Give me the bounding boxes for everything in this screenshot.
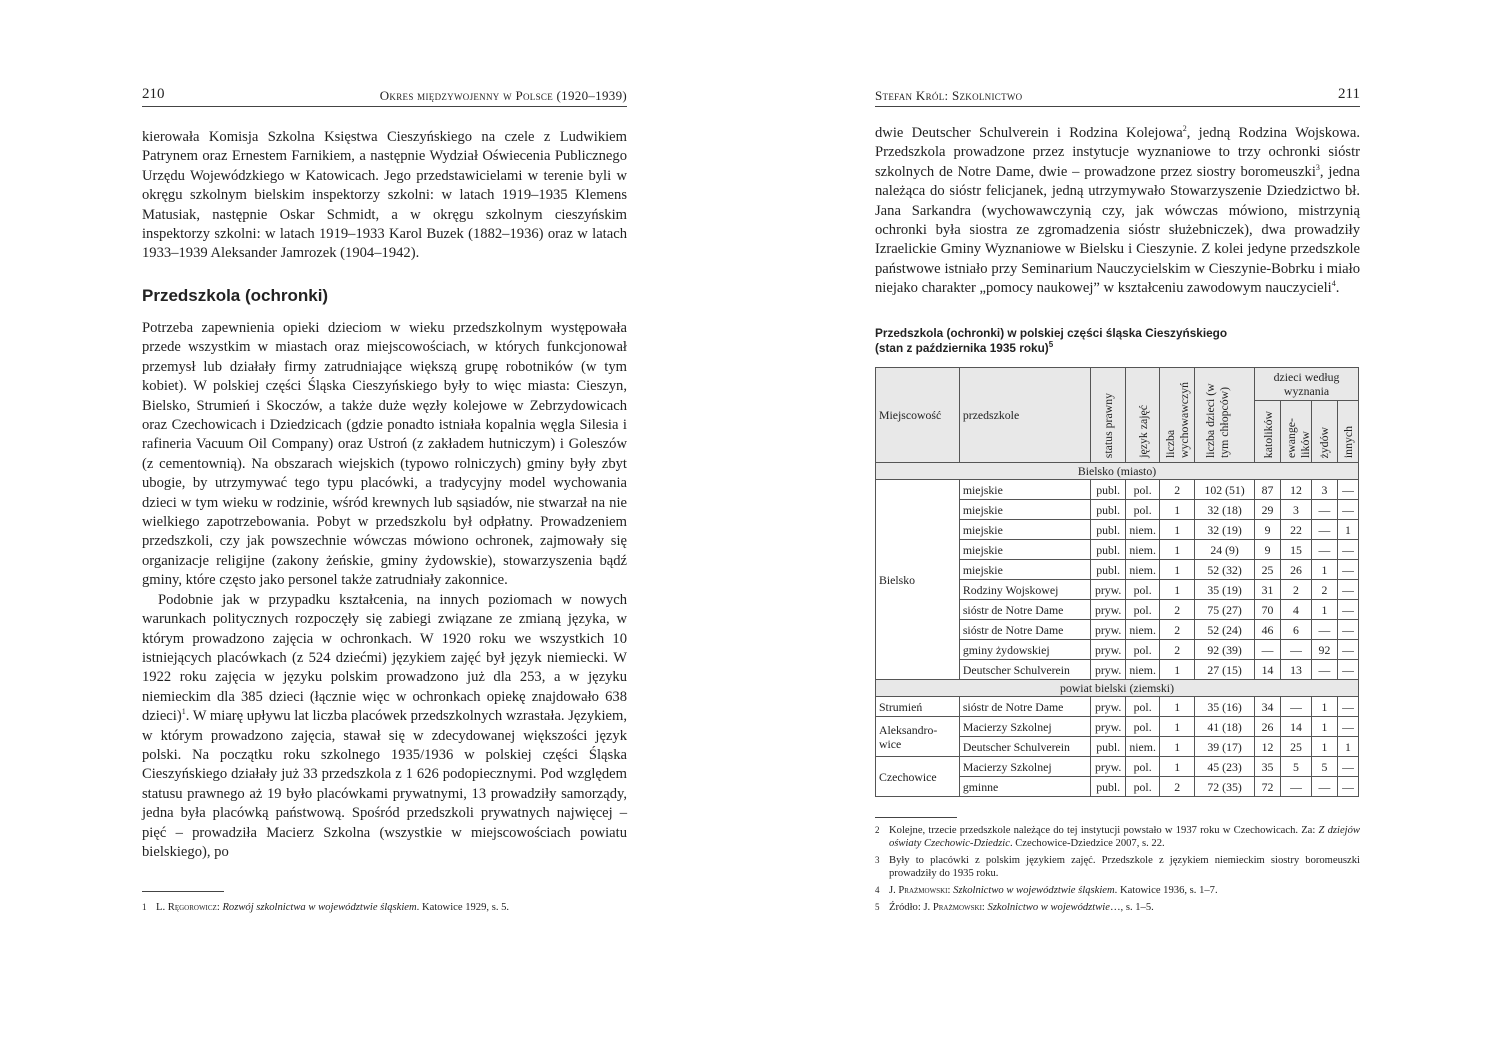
footnote-2-number: 2 [875, 825, 880, 835]
cell-zyd: — [1311, 520, 1337, 540]
cell-dzieci: 52 (24) [1195, 620, 1255, 640]
header-wychowawczyn [1160, 368, 1195, 463]
header-zydow [1311, 401, 1337, 463]
right-running-title: Stefan Król: Szkolnictwo [875, 88, 1023, 103]
footnote-4-title: Szkolnictwo w województwie śląskiem [953, 885, 1115, 896]
footnote-ref-4: 4 [1331, 279, 1336, 289]
table-row [876, 717, 1359, 737]
cell-ewa: 25 [1280, 737, 1311, 757]
cell-inn: — [1337, 600, 1358, 620]
header-katolikow-text: katolików [1260, 410, 1275, 458]
cell-ewa: 6 [1280, 620, 1311, 640]
cell-status: pryw. [1091, 697, 1126, 717]
cell-inn: — [1337, 777, 1358, 797]
cell-jezyk: niem. [1126, 520, 1160, 540]
footnote-2-title: Z dziejów oświaty Czechowic-Dziedzic [889, 825, 1360, 849]
cell-status: publ. [1091, 540, 1126, 560]
cell-wych: 2 [1160, 600, 1195, 620]
cell-przedszkole: miejskie [959, 480, 1090, 500]
table-caption-line-2-text: (stan z października 1935 roku) [875, 341, 1049, 355]
cell-inn: — [1337, 500, 1358, 520]
cell-przedszkole: miejskie [959, 540, 1090, 560]
footnote-5-number: 5 [875, 902, 880, 912]
footnote-1-author: L. Ręgorowicz: [156, 902, 220, 913]
footnote-5-title: Szkolnictwo w województwie [987, 902, 1110, 913]
footnote-4-number: 4 [875, 885, 880, 895]
cell-inn: — [1337, 540, 1358, 560]
left-page-number: 210 [142, 86, 165, 102]
header-status [1091, 368, 1126, 463]
left-footnotes [142, 901, 627, 918]
header-ewangelikow [1280, 401, 1311, 463]
left-page [142, 0, 627, 1039]
cell-status: pryw. [1091, 717, 1126, 737]
cell-jezyk: pol. [1126, 580, 1160, 600]
cell-zyd: — [1311, 500, 1337, 520]
cell-ewa: 3 [1280, 500, 1311, 520]
cell-zyd: — [1311, 540, 1337, 560]
paragraph-1: Potrzeba zapewnienia opieki dzieciom w wieku przedszkolnym występowała przede wszystkim w miastach oraz miejscowościach, w których funkcjonował przemysł lub działały firmy zatrudniające większą grupę robotników (w tym kobiet). W polskiej części Śląska Cieszyńskiego były to więc miasta: Cieszyn, Bielsko, Strumień i Skoczów, a także duże węzły kolejowe w Zebrzydowicach oraz Czechowicach i Dziedzicach (gdzie ponadto istniała kopalnia węgla Silesia i rafineria Vacuum Oil Company) oraz Ustroń (z zakładem hutniczym) i Goleszów (z cementownią). Na obszarach wiejskich (typowo rolniczych) gminy były zbyt ubogie, by utrzymywać tego typu placówki, a tradycyjny model wychowania dzieci w tym wieku w rodzinie, wśród krewnych lub sąsiadów, nie stwarzał na nie wielkiego zapotrzebowania. Pobyt w przedszkolu był odpłatny. Prowadzeniem przedszkoli, czy jak powszechnie wówczas mówiono ochronek, zajmowały się organizacje religijne (zakony żeńskie, gminy żydowskie), stowarzyszenia bądź gminy, które często jako personel także zatrudniały zakonnice. [142, 320, 627, 589]
cell-inn: — [1337, 660, 1358, 680]
cell-kat: 46 [1255, 620, 1281, 640]
table-caption-line-1: Przedszkola (ochronki) w polskiej części śląska Cieszyńskiego [875, 326, 1228, 340]
footnote-1-title: Rozwój szkolnictwa w województwie śląskiem [222, 902, 417, 913]
cell-dzieci: 32 (18) [1195, 500, 1255, 520]
cell-inn: — [1337, 620, 1358, 640]
place-cell: Strumień [876, 697, 960, 717]
cell-dzieci: 92 (39) [1195, 640, 1255, 660]
header-miejscowosc: Miejscowość [876, 368, 960, 463]
cell-wych: 2 [1160, 640, 1195, 660]
footnote-4-rest: . Katowice 1936, s. 1–7. [1114, 885, 1218, 896]
cell-inn: — [1337, 697, 1358, 717]
footnote-ref-5: 5 [1048, 340, 1054, 350]
group-1-body [876, 480, 1359, 680]
cell-przedszkole: Macierzy Szkolnej [959, 757, 1090, 777]
cell-wych: 1 [1160, 520, 1195, 540]
footnote-4 [875, 884, 1360, 897]
cell-wych: 1 [1160, 540, 1195, 560]
cell-kat: 25 [1255, 560, 1281, 580]
cell-jezyk: niem. [1126, 560, 1160, 580]
cell-przedszkole: Rodziny Wojskowej [959, 580, 1090, 600]
cell-jezyk: pol. [1126, 697, 1160, 717]
cell-status: pryw. [1091, 660, 1126, 680]
cell-inn: — [1337, 757, 1358, 777]
cell-ewa: 15 [1280, 540, 1311, 560]
cell-wych: 2 [1160, 777, 1195, 797]
cell-status: publ. [1091, 777, 1126, 797]
table-row [876, 697, 1359, 717]
cell-ewa: 26 [1280, 560, 1311, 580]
cell-zyd: 1 [1311, 560, 1337, 580]
cell-przedszkole: gminy żydowskiej [959, 640, 1090, 660]
cell-wych: 1 [1160, 580, 1195, 600]
cell-jezyk: pol. [1126, 500, 1160, 520]
cell-przedszkole: gminne [959, 777, 1090, 797]
cell-kat: 9 [1255, 540, 1281, 560]
header-ewangelikow-text: ewange-lików [1283, 418, 1312, 458]
cell-status: publ. [1091, 560, 1126, 580]
cell-zyd: 92 [1311, 640, 1337, 660]
cell-jezyk: niem. [1126, 620, 1160, 640]
cell-przedszkole: Macierzy Szkolnej [959, 717, 1090, 737]
place-cell: Czechowice [876, 757, 960, 797]
cell-status: pryw. [1091, 620, 1126, 640]
cell-zyd: 1 [1311, 717, 1337, 737]
place-cell: Bielsko [876, 480, 960, 680]
right-paragraph-1-b: , jedną Rodzina Wojskowa. Przedszkola prowadzone przez instytucje wyznaniowe to trzy ochronki sióstr szkolnych de Notre Dame, dwie – prowadzone przez siostry boromeuszki [875, 125, 1360, 180]
cell-kat: 12 [1255, 737, 1281, 757]
right-paragraph-1 [875, 124, 1360, 299]
cell-przedszkole: miejskie [959, 520, 1090, 540]
cell-przedszkole: miejskie [959, 500, 1090, 520]
cell-status: pryw. [1091, 757, 1126, 777]
main-text [142, 319, 627, 862]
footnote-ref-3: 3 [1315, 162, 1320, 172]
footnote-ref-2: 2 [1182, 124, 1187, 134]
kindergarten-table [875, 367, 1359, 797]
footnote-5-lead: Źródło: [889, 902, 924, 913]
table-caption-line-2 [875, 341, 1360, 356]
footnote-5-rest: …, s. 1–5. [1109, 902, 1154, 913]
right-footnote-rule [875, 817, 957, 818]
header-jezyk-text: język zajęć [1135, 405, 1150, 458]
cell-jezyk: niem. [1126, 660, 1160, 680]
cell-zyd: 1 [1311, 737, 1337, 757]
table-row [876, 480, 1359, 500]
header-innych-text: innych [1340, 425, 1355, 458]
header-status-text: status prawny [1101, 392, 1116, 458]
cell-jezyk: pol. [1126, 777, 1160, 797]
cell-kat: — [1255, 640, 1281, 660]
cell-jezyk: pol. [1126, 717, 1160, 737]
cell-dzieci: 27 (15) [1195, 660, 1255, 680]
group-row-bielsko-miasto [876, 463, 1359, 480]
cell-wych: 1 [1160, 717, 1195, 737]
header-wychowawczyn-text: liczba wychowawczyń [1163, 382, 1192, 458]
intro-paragraph: kierowała Komisja Szkolna Księstwa Cieszyńskiego na czele z Ludwikiem Patrynem oraz Ernestem Farnikiem, a następnie Wydział Oświecenia Publicznego Urzędu Wojewódzkiego w Katowicach. Jego przedstawicielami w terenie byli w okręgu szkolnym bielskim inspektorzy szkolni: w latach 1919–1935 Klemens Matusiak, następnie Oskar Schmidt, a w okręgu szkolnym cieszyńskim inspektorzy szkolni: w latach 1919–1933 Karol Buzek (1882–1936) oraz w latach 1933–1939 Aleksander Jamrozek (1904–1942). [142, 129, 627, 262]
cell-przedszkole: sióstr de Notre Dame [959, 620, 1090, 640]
cell-wych: 1 [1160, 737, 1195, 757]
cell-ewa: 4 [1280, 600, 1311, 620]
section-heading: Przedszkola (ochronki) [142, 286, 329, 305]
footnote-3-number: 3 [875, 855, 880, 865]
cell-inn: — [1337, 717, 1358, 737]
cell-zyd: 1 [1311, 697, 1337, 717]
table-row [876, 757, 1359, 777]
cell-wych: 1 [1160, 560, 1195, 580]
header-innych [1337, 401, 1358, 463]
cell-kat: 87 [1255, 480, 1281, 500]
cell-ewa: 12 [1280, 480, 1311, 500]
cell-dzieci: 35 (19) [1195, 580, 1255, 600]
cell-dzieci: 41 (18) [1195, 717, 1255, 737]
cell-przedszkole: Deutscher Schulverein [959, 660, 1090, 680]
table-header-row-1 [876, 368, 1359, 401]
cell-dzieci: 32 (19) [1195, 520, 1255, 540]
right-main-text [875, 124, 1360, 299]
footnote-1-number: 1 [142, 902, 147, 912]
cell-dzieci: 75 (27) [1195, 600, 1255, 620]
cell-zyd: 3 [1311, 480, 1337, 500]
cell-status: publ. [1091, 520, 1126, 540]
left-footnote-rule [142, 891, 224, 892]
cell-ewa: — [1280, 697, 1311, 717]
cell-status: pryw. [1091, 600, 1126, 620]
cell-dzieci: 24 (9) [1195, 540, 1255, 560]
cell-dzieci: 72 (35) [1195, 777, 1255, 797]
left-running-head [142, 86, 627, 107]
right-page-number: 211 [1338, 86, 1360, 102]
cell-kat: 31 [1255, 580, 1281, 600]
footnote-3 [875, 854, 1360, 880]
cell-wych: 2 [1160, 480, 1195, 500]
cell-kat: 14 [1255, 660, 1281, 680]
paragraph-2 [142, 591, 627, 863]
group-label-powiat-bielski: powiat bielski (ziemski) [876, 680, 1359, 697]
cell-jezyk: pol. [1126, 640, 1160, 660]
cell-inn: — [1337, 580, 1358, 600]
cell-wych: 1 [1160, 757, 1195, 777]
cell-status: publ. [1091, 480, 1126, 500]
cell-przedszkole: miejskie [959, 560, 1090, 580]
paragraph-2-text-b: . W miarę upływu lat liczba placówek przedszkolnych wzrastała. Językiem, w którym prowadzono zajęcia, stawał się w zdecydowanej większości język polski. Na początku roku szkolnego 1935/1936 w polskiej części Śląska Cieszyńskiego działały już 33 przedszkola z 1 626 podopiecznymi. Pod względem statusu prawnego aż 19 było placówkami prywatnymi, 13 prowadziły samorządy, jedna była placówką państwową. Spośród przedszkoli prywatnych najwięcej – pięć – prowadziła Macierz Szkolna (wszystkie w miejscowościach powiatu bielskiego), po [142, 708, 627, 860]
header-przedszkole: przedszkole [959, 368, 1090, 463]
footnote-4-author: J. Prażmowski: [889, 885, 951, 896]
right-paragraph-1-d: . [1335, 280, 1340, 297]
cell-ewa: 22 [1280, 520, 1311, 540]
cell-zyd: 5 [1311, 757, 1337, 777]
cell-dzieci: 102 (51) [1195, 480, 1255, 500]
cell-kat: 26 [1255, 717, 1281, 737]
footnote-5 [875, 901, 1360, 914]
cell-zyd: — [1311, 777, 1337, 797]
footnote-1-rest: . Katowice 1929, s. 5. [416, 902, 510, 913]
cell-kat: 70 [1255, 600, 1281, 620]
intro-text [142, 128, 627, 264]
footnote-2-rest: . Czechowice-Dziedzice 2007, s. 22. [1009, 838, 1165, 849]
cell-inn: — [1337, 560, 1358, 580]
table-caption [875, 326, 1360, 356]
right-running-head [875, 86, 1360, 107]
cell-kat: 29 [1255, 500, 1281, 520]
cell-zyd: 1 [1311, 600, 1337, 620]
cell-inn: — [1337, 480, 1358, 500]
cell-status: pryw. [1091, 640, 1126, 660]
cell-jezyk: pol. [1126, 480, 1160, 500]
cell-ewa: 13 [1280, 660, 1311, 680]
cell-ewa: — [1280, 640, 1311, 660]
right-paragraph-1-a: dwie Deutscher Schulverein i Rodzina Kolejowa [875, 125, 1183, 141]
cell-jezyk: niem. [1126, 737, 1160, 757]
header-dzieci-text: liczba dzieci (w tym chłopców) [1202, 383, 1231, 458]
cell-inn: — [1337, 640, 1358, 660]
header-zydow-text: żydów [1317, 426, 1332, 458]
cell-kat: 35 [1255, 757, 1281, 777]
left-running-title: Okres międzywojenny w Polsce (1920–1939) [379, 88, 627, 103]
cell-kat: 72 [1255, 777, 1281, 797]
cell-status: publ. [1091, 737, 1126, 757]
right-page [875, 0, 1360, 1039]
cell-inn: 1 [1337, 737, 1358, 757]
cell-wych: 1 [1160, 697, 1195, 717]
cell-ewa: 5 [1280, 757, 1311, 777]
cell-przedszkole: sióstr de Notre Dame [959, 697, 1090, 717]
cell-jezyk: pol. [1126, 757, 1160, 777]
cell-status: pryw. [1091, 580, 1126, 600]
cell-przedszkole: Deutscher Schulverein [959, 737, 1090, 757]
cell-zyd: 2 [1311, 580, 1337, 600]
cell-dzieci: 45 (23) [1195, 757, 1255, 777]
cell-zyd: — [1311, 660, 1337, 680]
place-cell: Aleksandro-wice [876, 717, 960, 757]
header-jezyk [1126, 368, 1160, 463]
cell-ewa: 14 [1280, 717, 1311, 737]
group-label-bielsko-miasto: Bielsko (miasto) [876, 463, 1359, 480]
header-dzieci [1195, 368, 1255, 463]
footnote-2-text: Kolejne, trzecie przedszkole należące do tej instytucji powstało w 1937 roku w Czechowicach. Za: [889, 825, 1319, 836]
footnote-2 [875, 824, 1360, 850]
footnote-1 [142, 901, 627, 914]
footnote-3-text: Były to placówki z polskim językiem zajęć. Przedszkole z językiem niemieckim siostry boromeuszki prowadziły do 1935 roku. [889, 855, 1360, 879]
header-katolikow [1255, 401, 1281, 463]
cell-dzieci: 52 (32) [1195, 560, 1255, 580]
cell-ewa: 2 [1280, 580, 1311, 600]
cell-ewa: — [1280, 777, 1311, 797]
right-footnotes [875, 824, 1360, 918]
cell-inn: 1 [1337, 520, 1358, 540]
cell-dzieci: 35 (16) [1195, 697, 1255, 717]
cell-kat: 9 [1255, 520, 1281, 540]
cell-jezyk: niem. [1126, 540, 1160, 560]
cell-dzieci: 39 (17) [1195, 737, 1255, 757]
cell-wych: 1 [1160, 660, 1195, 680]
right-paragraph-1-c: , jedna należąca do sióstr felicjanek, jedną utrzymywało Stowarzyszenie Dziedzictwo bł. Jana Sarkandra (wychowawczynią czy, jak wówczas mówiono, mistrzynią ochronki była siostra ze zgromadzenia sióstr służebniczek), dwa prowadziły Izraelickie Gminy Wyznaniowe w Bielsku i Cieszynie. Z kolei jedyne przedszkole państwowe istniało przy Seminarium Nauczycielskim w Cieszynie-Bobrku i miało niejako charakter „pomocy naukowej” w kształceniu zawodowym nauczycieli [875, 163, 1360, 297]
cell-jezyk: pol. [1126, 600, 1160, 620]
footnote-ref-1: 1 [181, 707, 186, 717]
paragraph-2-text-a: Podobnie jak w przypadku kształcenia, na innych poziomach w nowych warunkach politycznych rozpoczęły się zabiegi związane ze zmianą języka, w którym prowadzono zajęcia w ochronkach. W 1920 roku we wszystkich 10 istniejących placówkach (z 524 dziećmi) językiem zajęć był język niemiecki. W 1922 roku zajęcia w języku polskim prowadzono już dla 253, a w języku niemieckim dla 385 dzieci (łącznie więc w ochronkach opiekę znajdowało 638 dzieci) [142, 591, 627, 725]
group-row-powiat-bielski [876, 680, 1359, 697]
group-2-body [876, 697, 1359, 797]
cell-wych: 1 [1160, 500, 1195, 520]
cell-wych: 2 [1160, 620, 1195, 640]
cell-status: publ. [1091, 500, 1126, 520]
cell-kat: 34 [1255, 697, 1281, 717]
cell-przedszkole: sióstr de Notre Dame [959, 600, 1090, 620]
header-wyznanie-group: dzieci według wyznania [1255, 368, 1359, 401]
cell-zyd: — [1311, 620, 1337, 640]
footnote-5-author: J. Prażmowski: [923, 902, 985, 913]
